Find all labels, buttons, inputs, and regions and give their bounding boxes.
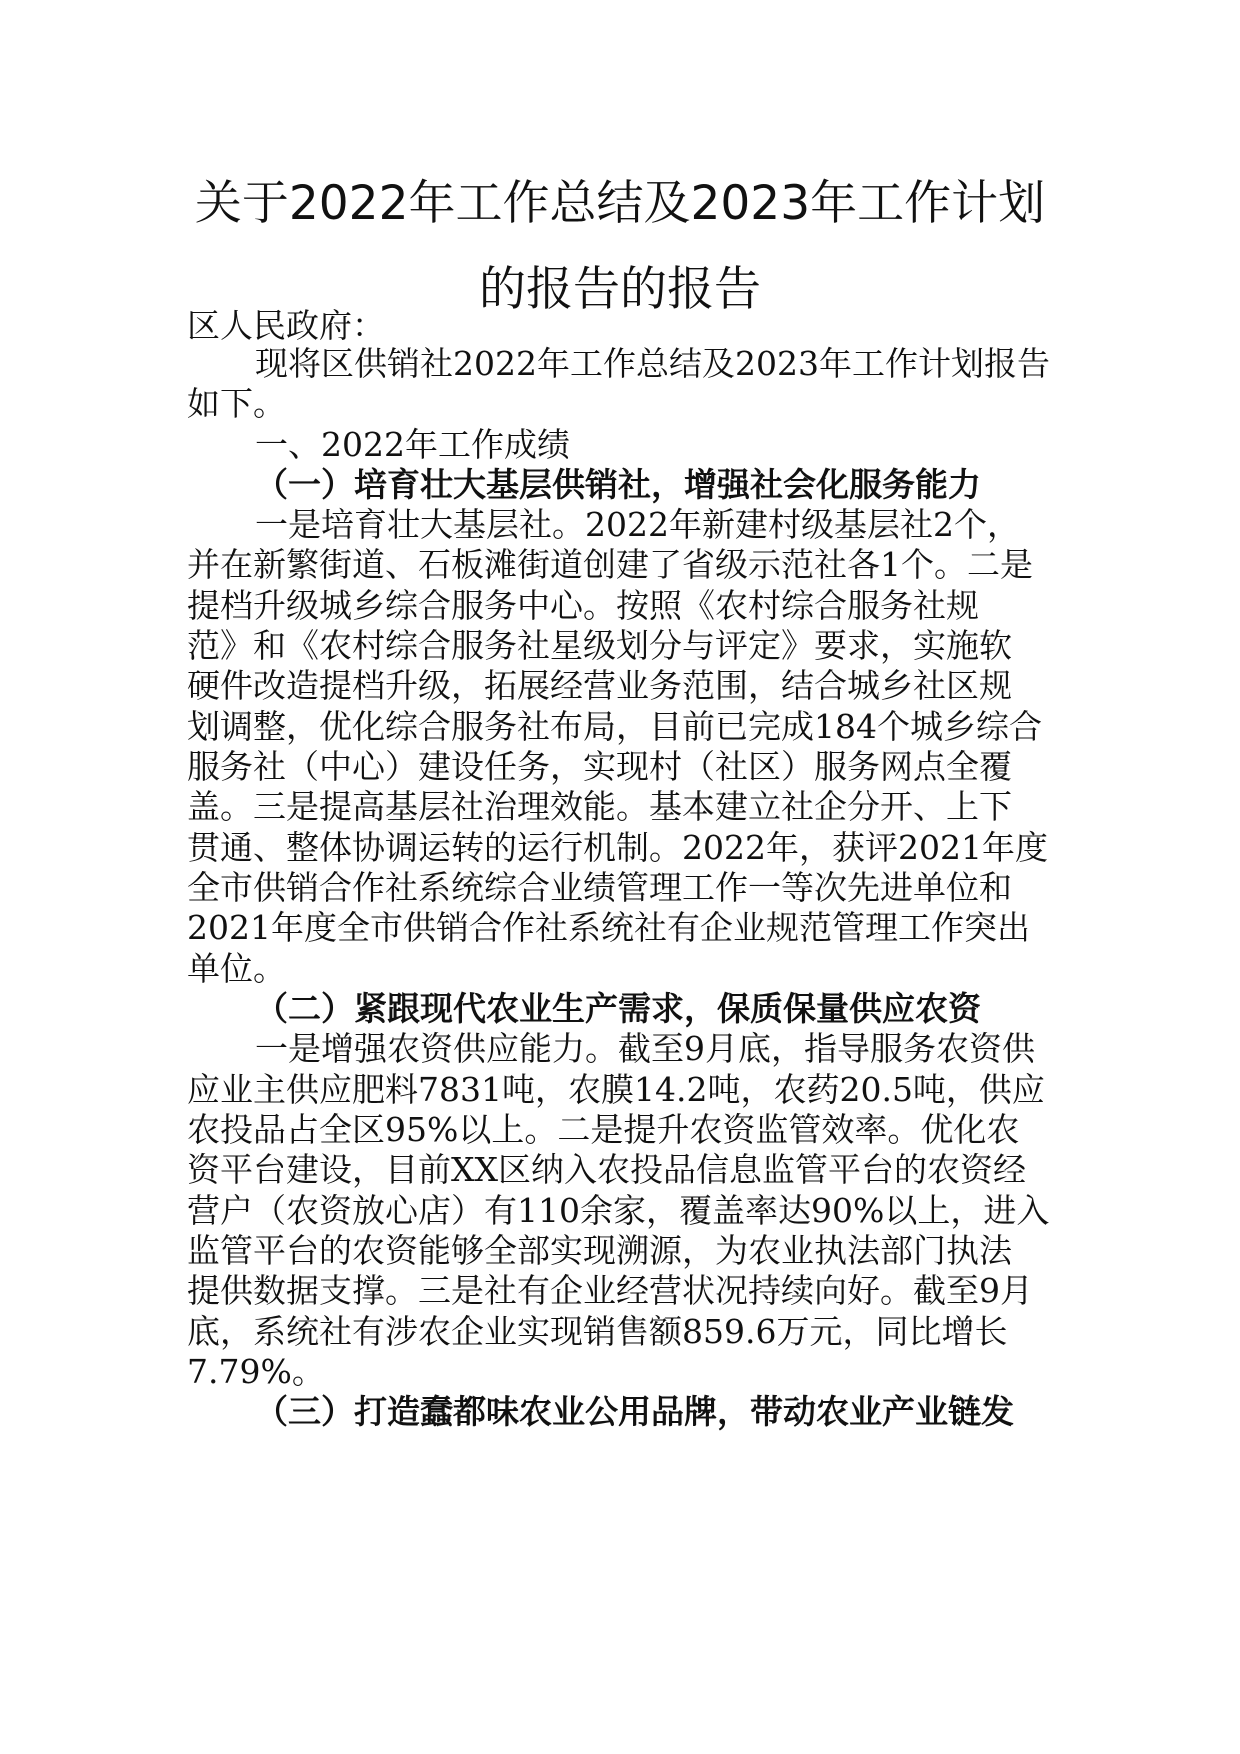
section-heading: 一、2022年工作成绩 [255,425,570,464]
paragraph-line: 一是培育壮大基层社。2022年新建村级基层社2个， [255,505,1020,544]
document-title-line-1: 关于2022年工作总结及2023年工作计划 [194,176,1046,231]
paragraph-line: 服务社（中心）建设任务，实现村（社区）服务网点全覆 [187,747,1012,786]
paragraph-line: 单位。 [187,949,286,988]
paragraph-line: 并在新繁街道、石板滩街道创建了省级示范社各1个。二是 [187,545,1033,584]
paragraph-line: 营户（农资放心店）有110余家，覆盖率达90%以上，进入 [187,1191,1050,1230]
paragraph-line: 7.79%。 [187,1352,325,1391]
subsection-heading: （三）打造蠢都味农业公用品牌，带动农业产业链发 [255,1392,1014,1431]
paragraph-line: 提档升级城乡综合服务中心。按照《农村综合服务社规 [187,586,979,625]
paragraph-line: 盖。三是提高基层社治理效能。基本建立社企分开、上下 [187,787,1012,826]
subsection-heading: （一）培育壮大基层供销社，增强社会化服务能力 [255,465,981,504]
paragraph-line: 资平台建设，目前XX区纳入农投品信息监管平台的农资经 [187,1150,1026,1189]
paragraph-line: 划调整，优化综合服务社布局，目前已完成184个城乡综合 [187,707,1042,746]
paragraph-line: 范》和《农村综合服务社星级划分与评定》要求，实施软 [187,626,1012,665]
paragraph-line: 如下。 [187,384,286,423]
paragraph-line: 一是增强农资供应能力。截至9月底，指导服务农资供 [255,1029,1035,1068]
paragraph-line: 硬件改造提档升级，拓展经营业务范围，结合城乡社区规 [187,666,1012,705]
paragraph-line: 2021年度全市供销合作社系统社有企业规范管理工作突出 [187,908,1030,947]
paragraph-line: 现将区供销社2022年工作总结及2023年工作计划报告 [255,344,1050,383]
paragraph-line: 农投品占全区95%以上。二是提升农资监管效率。优化农 [187,1110,1020,1149]
paragraph-line: 底，系统社有涉农企业实现销售额859.6万元，同比增长 [187,1312,1008,1351]
paragraph-line: 贯通、整体协调运转的运行机制。2022年，获评2021年度 [187,828,1048,867]
subsection-heading: （二）紧跟现代农业生产需求，保质保量供应农资 [255,989,981,1028]
paragraph-line: 全市供销合作社系统综合业绩管理工作一等次先进单位和 [187,868,1012,907]
paragraph-line: 应业主供应肥料7831吨，农膜14.2吨，农药20.5吨，供应 [187,1070,1045,1109]
document-title-line-2: 的报告的报告 [479,262,761,317]
paragraph-line: 提供数据支撑。三是社有企业经营状况持续向好。截至9月 [187,1271,1033,1310]
salutation: 区人民政府： [187,306,385,345]
paragraph-line: 监管平台的农资能够全部实现溯源，为农业执法部门执法 [187,1231,1012,1270]
